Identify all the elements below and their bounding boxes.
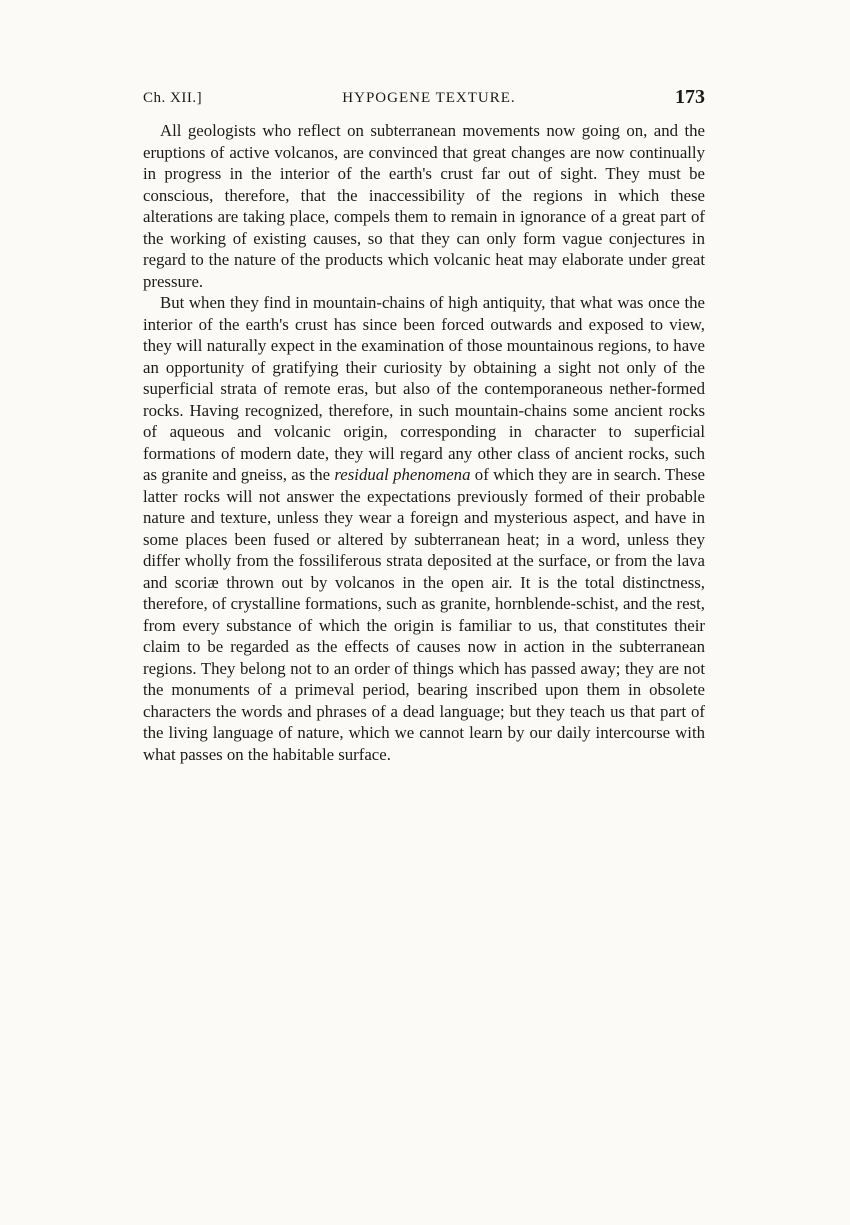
running-header — [143, 86, 705, 114]
residual-phenomena-term: residual phenomena — [334, 465, 471, 484]
chapter-label: Ch. XII.] — [143, 90, 203, 106]
paragraph-2-text-after: of which they are in search. These latter rocks will not answer the expectations previously formed of their probable nature and texture, unless they wear a foreign and mysterious aspect, and have in some places been fused or altered by subterranean heat; in a word, unless they differ wholly from the fossiliferous strata deposited at the surface, or from the lava and scoriæ thrown out by volcanos in the open air. It is the total distinctness, therefore, of crystalline formations, such as granite, hornblende-schist, and the rest, from every substance of which the origin is familiar to us, that constitutes their claim to be regarded as the effects of causes now in action in the subterranean regions. They belong not to an order of things which has passed away; they are not the monuments of a primeval period, bearing inscribed upon them in obsolete characters the words and phrases of a dead language; but they teach us that part of the living language of nature, which we cannot learn by our daily intercourse with what passes on the habitable surface. — [143, 465, 705, 764]
running-title: HYPOGENE TEXTURE. — [342, 90, 516, 106]
paragraph-1: All geologists who reflect on subterranean movements now going on, and the eruptions of active volcanos, are convinced that great changes are now continually in progress in the interior of the earth's crust far out of sight. They must be conscious, therefore, that the inaccessibility of the regions in which these alterations are taking place, compels them to remain in ignorance of a great part of the working of existing causes, so that they can only form vague conjectures in regard to the nature of the products which volcanic heat may elaborate under great pressure. — [143, 121, 705, 291]
body-text — [143, 120, 705, 765]
paragraph-2-text-before: But when they find in mountain-chains of high antiquity, that what was once the interior of the earth's crust has since been forced outwards and exposed to view, they will naturally expect in the examination of those mountainous regions, to have an opportunity of gratifying their curiosity by obtaining a sight not only of the superficial strata of remote eras, but also of the contemporaneous nether-formed rocks. Having recognized, therefore, in such mountain-chains some ancient rocks of aqueous and volcanic origin, corresponding in character to superficial formations of modern date, they will regard any other class of ancient rocks, such as granite and gneiss, as the — [143, 293, 705, 484]
page-number: 173 — [675, 86, 705, 108]
paragraph-2 — [143, 292, 705, 765]
